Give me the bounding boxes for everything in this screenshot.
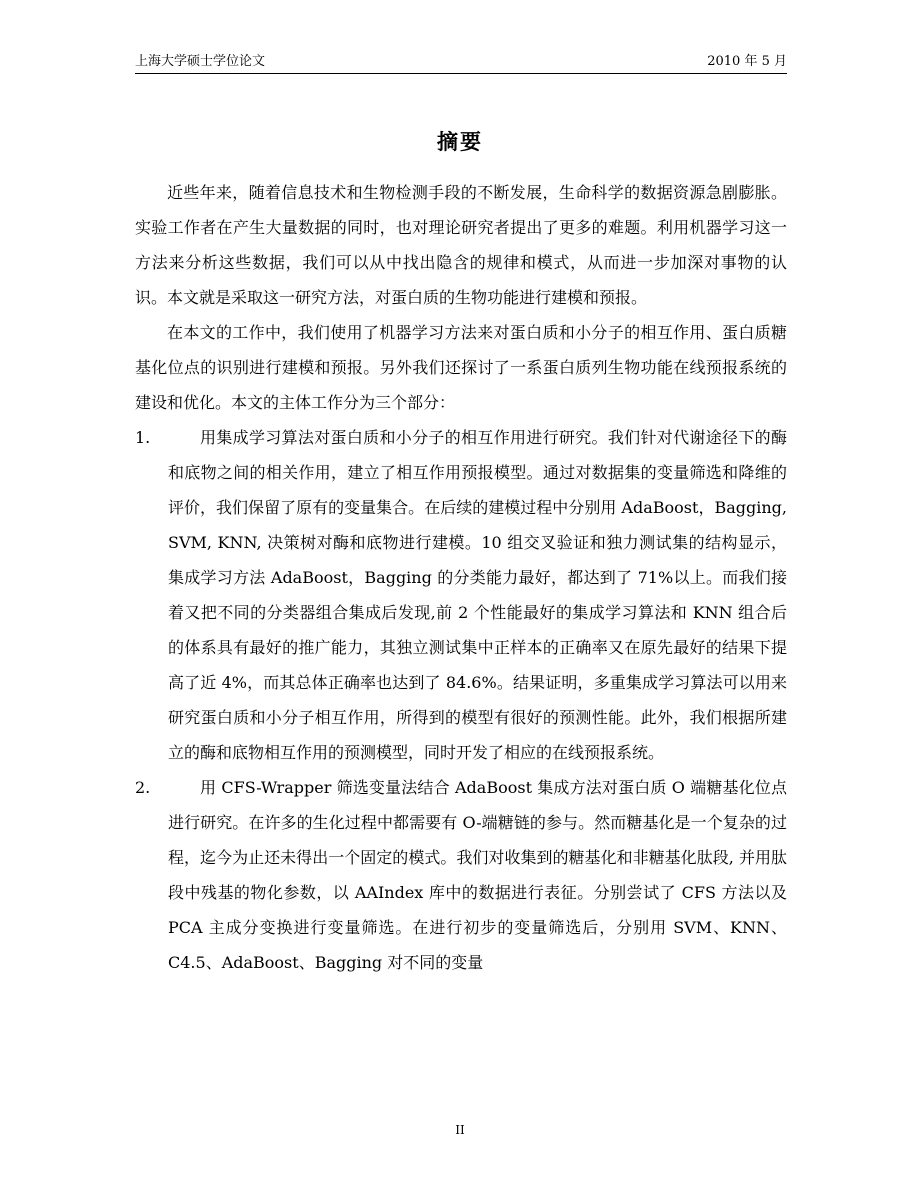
list-item-number: 1.: [135, 428, 151, 447]
header-date: 2010 年 5 月: [707, 54, 787, 69]
page-title: 摘要: [437, 129, 483, 154]
list-item-number: 2.: [135, 778, 151, 797]
abstract-body: [135, 175, 787, 980]
paragraph-1: 近些年来，随着信息技术和生物检测手段的不断发展，生命科学的数据资源急剧膨胀。实验工作者在产生大量数据的同时，也对理论研究者提出了更多的难题。利用机器学习这一方法来分析这些数据，我们可以从中找出隐含的规律和模式，从而进一步加深对事物的认识。本文就是采取这一研究方法，对蛋白质的生物功能进行建模和预报。: [135, 183, 787, 307]
paragraph-2: 在本文的工作中，我们使用了机器学习方法来对蛋白质和小分子的相互作用、蛋白质糖基化位点的识别进行建模和预报。另外我们还探讨了一系蛋白质列生物功能在线预报系统的建设和优化。本文的主体工作分为三个部分：: [135, 323, 787, 412]
list-item-text: 用集成学习算法对蛋白质和小分子的相互作用进行研究。我们针对代谢途径下的酶和底物之间的相关作用，建立了相互作用预报模型。通过对数据集的变量筛选和降维的评价，我们保留了原有的变量集合。在后续的建模过程中分别用 AdaBoost，Bagging, SVM, KNN, 决策树对酶和底物进行建模。10 组交叉验证和独力测试集的结构显示，集成学习方法 AdaBoost，Bagging 的分类能力最好，都达到了 71%以上。而我们接着又把不同的分类器组合集成后发现,前 2 个性能最好的集成学习算法和 KNN 组合后的体系具有最好的推广能力，其独立测试集中正样本的正确率又在原先最好的结果下提高了近 4%，而其总体正确率也达到了 84.6%。结果证明，多重集成学习算法可以用来研究蛋白质和小分子相互作用，所得到的模型有很好的预测性能。此外，我们根据所建立的酶和底物相互作用的预测模型，同时开发了相应的在线预报系统。: [168, 428, 787, 762]
list-item-1: [135, 420, 787, 770]
list-item-text: 用 CFS-Wrapper 筛选变量法结合 AdaBoost 集成方法对蛋白质 O 端糖基化位点进行研究。在许多的生化过程中都需要有 O-端糖链的参与。然而糖基化是一个复杂的过程，迄今为止还未得出一个固定的模式。我们对收集到的糖基化和非糖基化肽段, 并用肽段中残基的物化参数，以 AAIndex 库中的数据进行表征。分别尝试了 CFS 方法以及 PCA 主成分变换进行变量筛选。在进行初步的变量筛选后，分别用 SVM、KNN、C4.5、AdaBoost、Bagging 对不同的变量: [168, 778, 787, 972]
header-rule: [135, 73, 787, 74]
list-item-2: [135, 770, 787, 980]
header-thesis-name: 上海大学硕士学位论文: [135, 54, 266, 69]
page-number: II: [455, 1123, 465, 1137]
running-header: [135, 52, 787, 72]
